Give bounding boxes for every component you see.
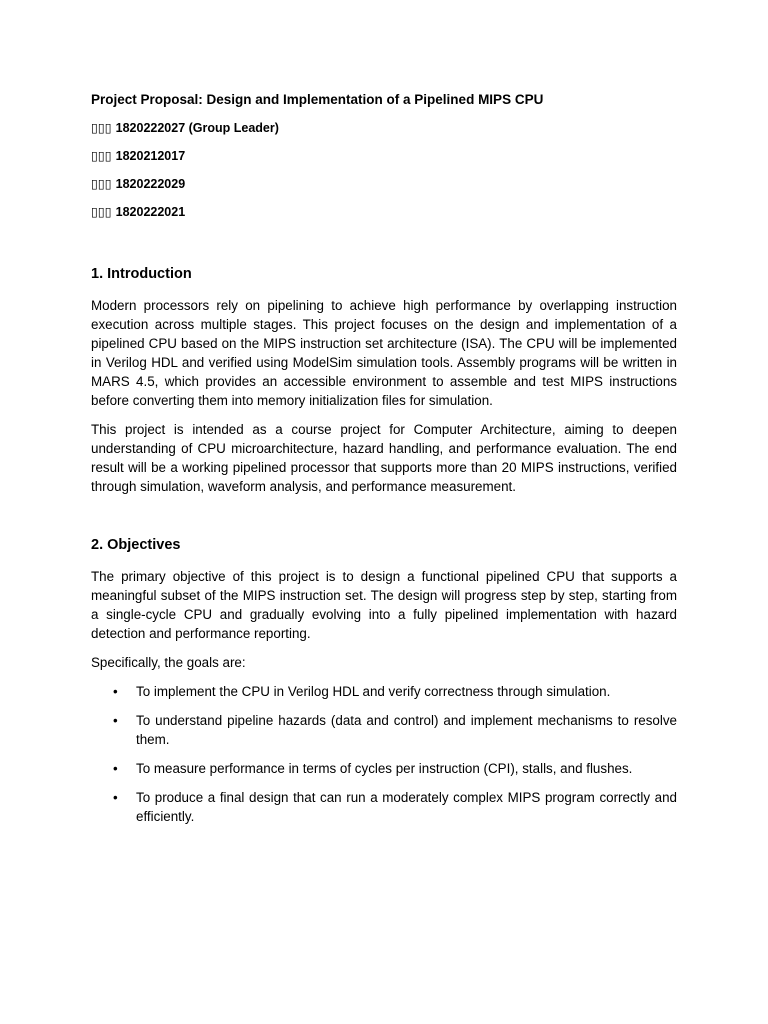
member-id: 1820212017	[115, 149, 186, 163]
bullet-dot-icon: •	[113, 713, 118, 728]
list-item	[91, 682, 677, 701]
goals-list	[91, 682, 677, 826]
bullet-dot-icon: •	[113, 684, 118, 699]
document-page	[91, 90, 677, 836]
section-heading-objectives: 2. Objectives	[91, 537, 181, 553]
section-heading-introduction: 1. Introduction	[91, 266, 192, 282]
objectives-paragraph-1: The primary objective of this project is to design a functional pipelined CPU that supports a meaningful subset of the MIPS instruction set. The design will progress step by step, starting from a single-cycle CPU and gradually evolving into a fully pipelined implementation with hazard detection and performance reporting.	[91, 569, 677, 641]
objectives-paragraph-2: Specifically, the goals are:	[91, 655, 246, 670]
member-name-glyphs: ▯▯▯	[91, 121, 112, 135]
member-id: 1820222027 (Group Leader)	[115, 121, 279, 135]
bullet-dot-icon: •	[113, 790, 118, 805]
member-name-glyphs: ▯▯▯	[91, 177, 112, 191]
list-item	[91, 711, 677, 749]
list-item-text: To understand pipeline hazards (data and control) and implement mechanisms to resolve them.	[136, 713, 677, 747]
member-line-1	[91, 118, 677, 138]
list-item	[91, 759, 677, 778]
list-item-text: To measure performance in terms of cycles per instruction (CPI), stalls, and flushes.	[136, 761, 633, 776]
list-item	[91, 788, 677, 826]
document-title: Project Proposal: Design and Implementation of a Pipelined MIPS CPU	[91, 92, 544, 107]
member-id: 1820222029	[115, 177, 186, 191]
member-id: 1820222021	[115, 205, 186, 219]
intro-paragraph-1: Modern processors rely on pipelining to achieve high performance by overlapping instruction execution across multiple stages. This project focuses on the design and implementation of a pipelined CPU based on the MIPS instruction set architecture (ISA). The CPU will be implemented in Verilog HDL and verified using ModelSim simulation tools. Assembly programs will be written in MARS 4.5, which provides an accessible environment to assemble and test MIPS instructions before converting them into memory initialization files for simulation.	[91, 298, 677, 408]
bullet-dot-icon: •	[113, 761, 118, 776]
member-line-3	[91, 174, 677, 194]
member-line-4	[91, 202, 677, 222]
member-name-glyphs: ▯▯▯	[91, 205, 112, 219]
member-name-glyphs: ▯▯▯	[91, 149, 112, 163]
list-item-text: To produce a final design that can run a moderately complex MIPS program correctly and efficiently.	[136, 790, 677, 824]
intro-paragraph-2: This project is intended as a course project for Computer Architecture, aiming to deepen understanding of CPU microarchitecture, hazard handling, and performance evaluation. The end result will be a working pipelined processor that supports more than 20 MIPS instructions, verified through simulation, waveform analysis, and performance measurement.	[91, 422, 677, 494]
member-line-2	[91, 146, 677, 166]
list-item-text: To implement the CPU in Verilog HDL and verify correctness through simulation.	[136, 684, 611, 699]
